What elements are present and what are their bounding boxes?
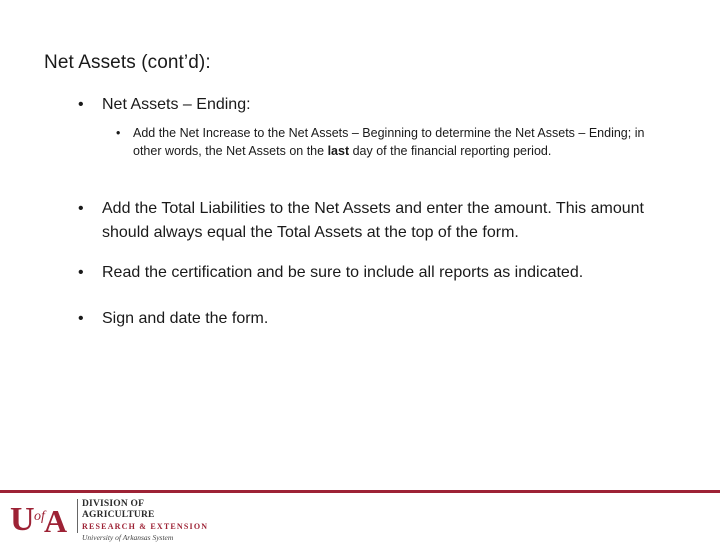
bullet-dot: • [78, 264, 84, 281]
svg-text:of: of [34, 509, 45, 524]
bullet-text: Add the Total Liabilities to the Net Assets and enter the amount. This amount should always equal the Total Assets at the top of the form. [102, 200, 644, 241]
bullet-sign-and-date [78, 308, 678, 330]
bullet-text [133, 124, 673, 160]
bullet-text: Read the certification and be sure to include all reports as indicated. [102, 264, 584, 281]
logo-text [82, 499, 212, 543]
bullet-dot: • [78, 200, 84, 217]
logo-divider [77, 499, 78, 533]
bullet-dot: • [116, 126, 121, 140]
svg-text:A: A [44, 503, 68, 536]
logo-line-division: DIVISION OF AGRICULTURE [82, 499, 155, 520]
svg-text:U: U [10, 501, 35, 536]
bullet-read-certification [78, 262, 678, 284]
logo-line-university: University of Arkansas System [82, 533, 174, 542]
text-part: Add the Net Increase to the Net Assets – Beginning to determine the Net Assets – Ending; in other words, the Net Assets on the [133, 126, 645, 158]
uofa-division-logo [10, 496, 210, 542]
bullet-add-total-liabilities [78, 197, 678, 245]
sub-bullet-add-net-increase [116, 124, 676, 160]
bullet-text: Net Assets – Ending: [102, 96, 251, 113]
bullet-dot: • [78, 310, 84, 327]
bullet-text: Sign and date the form. [102, 310, 269, 327]
footer-divider [0, 490, 720, 493]
slide-title: Net Assets (cont’d): [44, 52, 211, 73]
bullet-net-assets-ending [78, 96, 251, 114]
bold-word-last: last [327, 144, 350, 158]
uofa-logo-mark [10, 496, 74, 536]
text-part: day of the financial reporting period. [349, 144, 552, 158]
bullet-dot: • [78, 96, 84, 113]
logo-line-research: RESEARCH & EXTENSION [82, 522, 209, 531]
